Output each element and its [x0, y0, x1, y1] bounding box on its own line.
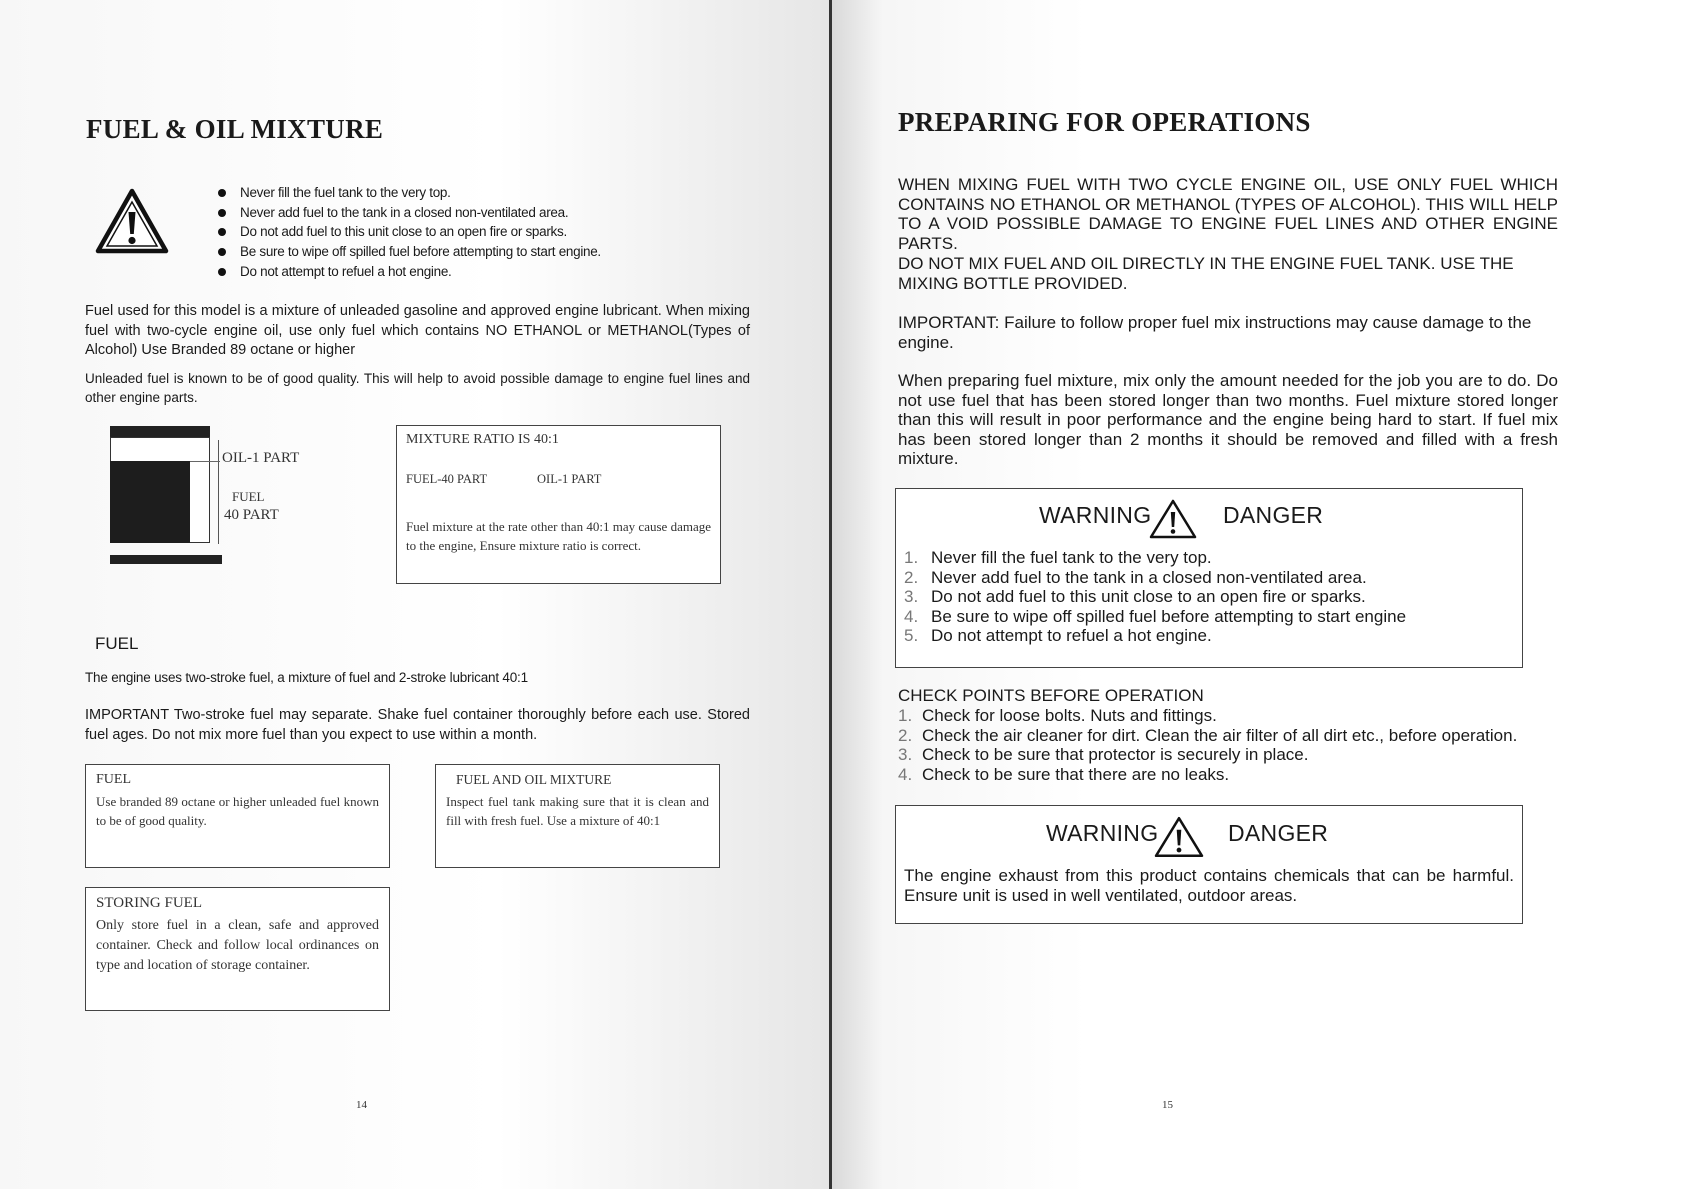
left-page	[0, 0, 830, 1189]
warning-triangle-icon	[95, 188, 169, 254]
ratio-oil-part: OIL-1 PART	[537, 472, 602, 486]
list-item: 4. Be sure to wipe off spilled fuel before attempting to start engine	[904, 606, 1407, 626]
fuel-label: FUEL	[232, 489, 265, 504]
fuel-text: The engine uses two-stroke fuel, a mixture of fuel and 2-stroke lubricant 40:1	[85, 670, 528, 685]
warning-triangle-icon	[1149, 499, 1197, 539]
caps-paragraph-1: WHEN MIXING FUEL WITH TWO CYCLE ENGINE OIL, USE ONLY FUEL WHICH CONTAINS NO ETHANOL OR METHANOL (TYPES OF ALCOHOL). THIS WILL HELP TO A VOID POSSIBLE DAMAGE TO ENGINE FUEL LINES AND OTHER ENGINE PARTS.	[898, 175, 1558, 253]
fuel-box-text: Use branded 89 octane or higher unleaded fuel known to be of good quality.	[96, 794, 379, 828]
warning-label: WARNING	[1039, 502, 1152, 528]
list-item: 2. Never add fuel to the tank in a closed non-ventilated area.	[904, 567, 1367, 587]
fuel-box-title: FUEL	[96, 772, 131, 787]
list-item: 5. Do not attempt to refuel a hot engine.	[904, 626, 1212, 646]
safety-bullet-list	[217, 183, 601, 282]
ratio-fuel-part: FUEL-40 PART	[406, 472, 488, 486]
storing-box-title: STORING FUEL	[96, 895, 202, 911]
list-item: 3. Do not add fuel to this unit close to an open fire or sparks.	[904, 587, 1366, 607]
fuel-info-box	[85, 764, 390, 868]
mixture-ratio-box	[396, 425, 721, 584]
list-item: Never add fuel to the tank in a closed non-ventilated area.	[217, 203, 601, 223]
list-item: 1. Never fill the fuel tank to the very top.	[904, 548, 1212, 567]
exhaust-warning-box	[895, 805, 1523, 924]
fuel-part-label: 40 PART	[224, 507, 279, 523]
storing-fuel-box	[85, 887, 390, 1011]
danger-label: DANGER	[1228, 820, 1329, 846]
intro-paragraph: Fuel used for this model is a mixture of unleaded gasoline and approved engine lubricant. When mixing fuel with two-cycle engine oil, use only fuel which contains NO ETHANOL or METHANOL(Types of Alcohol) Use Branded 89 octane or higher	[85, 303, 750, 358]
fuel-heading: FUEL	[95, 634, 139, 653]
list-item: Do not attempt to refuel a hot engine.	[217, 262, 601, 282]
ratio-text: Fuel mixture at the rate other than 40:1 may cause damage to the engine, Ensure mixture ratio is correct.	[406, 519, 711, 553]
page-number: 14	[356, 1099, 367, 1111]
important-text: IMPORTANT Two-stroke fuel may separate. Shake fuel container thoroughly before each use. Stored fuel ages. Do not mix more fuel than you expect to use within a month.	[85, 707, 750, 743]
preparing-paragraph: When preparing fuel mixture, mix only the amount needed for the job you are to do. Do not use fuel that has been stored longer than two months. Fuel mixture stored longer than this will result in poor performance and the engine being hard to start. If fuel mix has been stored longer than 2 months it should be removed and filled with a fresh mixture.	[898, 371, 1558, 469]
list-item: 2. Check the air cleaner for dirt. Clean the air filter of all dirt etc., before operation.	[898, 725, 1518, 745]
warning-danger-box	[895, 488, 1523, 668]
warning-list	[904, 548, 1406, 646]
caps-paragraph-2: DO NOT MIX FUEL AND OIL DIRECTLY IN THE ENGINE FUEL TANK. USE THE MIXING BOTTLE PROVIDED.	[898, 254, 1514, 293]
ratio-title: MIXTURE RATIO IS 40:1	[406, 432, 559, 447]
storing-box-text: Only store fuel in a clean, safe and approved container. Check and follow local ordinances on type and location of storage container.	[96, 918, 379, 973]
checkpoints-list	[898, 706, 1517, 784]
warning-label: WARNING	[1046, 820, 1159, 846]
tank-cap	[110, 426, 210, 437]
mixture-info-box	[435, 764, 720, 868]
important-paragraph: IMPORTANT: Failure to follow proper fuel mix instructions may cause damage to the engine.	[898, 313, 1532, 352]
quality-paragraph: Unleaded fuel is known to be of good quality. This will help to avoid possible damage to engine fuel lines and other engine parts.	[85, 371, 750, 405]
page-title: PREPARING FOR OPERATIONS	[898, 107, 1311, 137]
exhaust-warning-text: The engine exhaust from this product contains chemicals that can be harmful. Ensure unit is used in well ventilated, outdoor areas.	[904, 866, 1514, 905]
warning-triangle-icon	[1154, 816, 1204, 858]
list-item: 3. Check to be sure that protector is securely in place.	[898, 745, 1309, 765]
list-item: 1. Check for loose bolts. Nuts and fittings.	[898, 706, 1217, 725]
right-page	[832, 0, 1683, 1189]
page-title: FUEL & OIL MIXTURE	[86, 114, 384, 144]
mixture-box-text: Inspect fuel tank making sure that it is clean and fill with fresh fuel. Use a mixture of 40:1	[446, 794, 709, 828]
checkpoints-heading: CHECK POINTS BEFORE OPERATION	[898, 686, 1204, 705]
list-item: Do not add fuel to this unit close to an open fire or sparks.	[217, 222, 601, 242]
mixture-box-title: FUEL AND OIL MIXTURE	[456, 772, 612, 787]
list-item: Never fill the fuel tank to the very top.	[217, 183, 601, 203]
list-item: 4. Check to be sure that there are no leaks.	[898, 764, 1230, 784]
tank-base	[110, 555, 222, 564]
list-item: Be sure to wipe off spilled fuel before attempting to start engine.	[217, 242, 601, 262]
danger-label: DANGER	[1223, 502, 1324, 528]
page-number: 15	[1162, 1099, 1173, 1111]
oil-part-label: OIL-1 PART	[222, 450, 300, 466]
tank-fuel-level	[110, 461, 190, 543]
